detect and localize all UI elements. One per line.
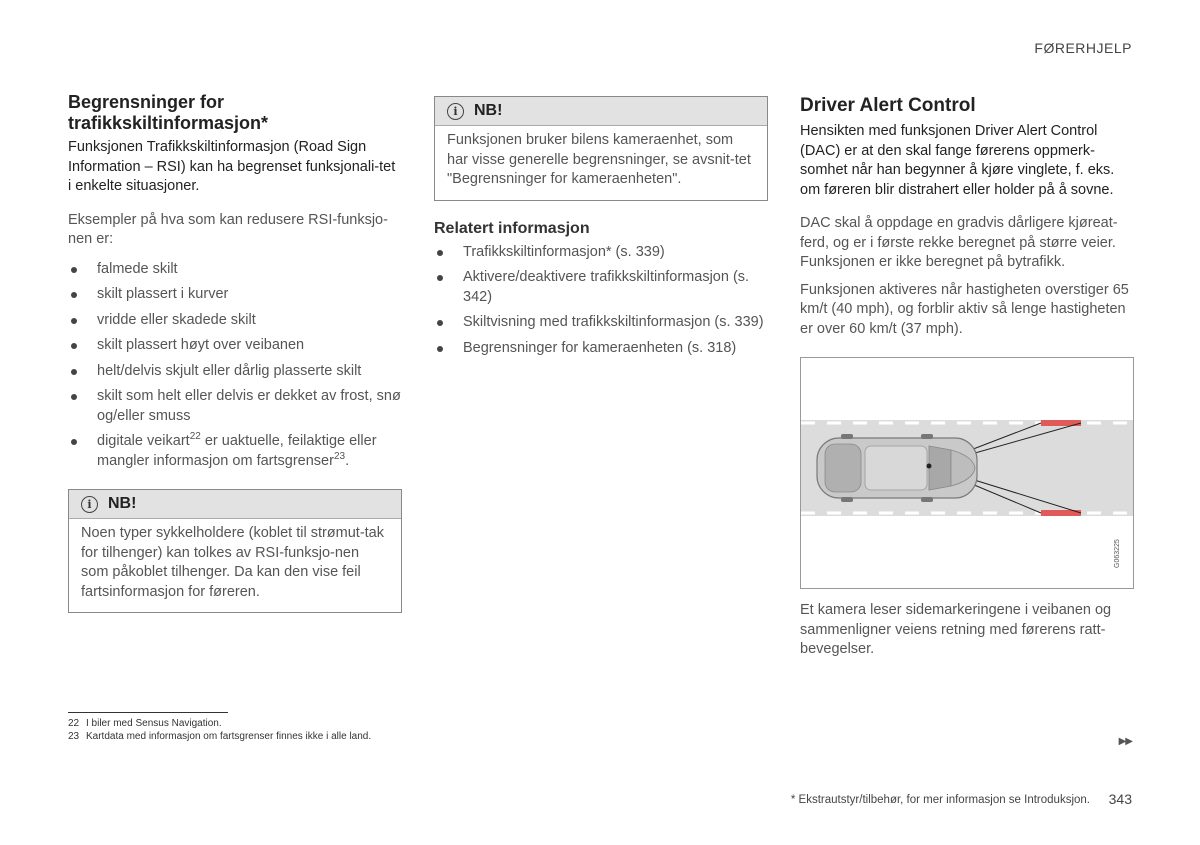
bullet-icon	[71, 292, 77, 298]
dac-illustration	[800, 357, 1134, 589]
accessory-footnote: * Ekstrautstyr/tilbehør, for mer informasjon se Introduksjon.	[790, 794, 1090, 806]
footnote-22: 22 I biler med Sensus Navigation.	[68, 718, 222, 729]
related-link[interactable]: Skiltvisning med trafikkskiltinformasjon (s. 339)	[434, 313, 768, 333]
right-column	[800, 92, 1134, 660]
bullet-icon	[71, 343, 77, 349]
nb-note-text: Noen typer sykkelholdere (koblet til strømut-tak for tilhenger) kan tolkes av RSI-funksjo-nen som påkoblet tilhenger. Da kan den vise feil fartsinformasjon for føreren.	[81, 525, 384, 600]
footnote-23: 23 Kartdata med informasjon om fartsgrenser finnes ikke i alle land.	[68, 731, 372, 742]
nb-note-box	[434, 96, 768, 201]
rsi-intro-text: Funksjonen Trafikkskiltinformasjon (Road Sign Information – RSI) kan ha begrenset funksjonali-tet i enkelte situasjoner.	[68, 139, 396, 194]
list-item: skilt plassert i kurver	[68, 285, 402, 305]
bullet-icon	[71, 394, 77, 400]
page-number: 343	[1108, 791, 1132, 807]
section-title-rsi-limitations: Begrensninger for trafikkskiltinformasjon*	[68, 92, 269, 133]
section-header: FØRERHJELP	[1034, 40, 1132, 56]
footnote-ref-22[interactable]: 22	[189, 431, 201, 443]
footnote-ref-23[interactable]: 23	[333, 450, 346, 462]
car-icon	[817, 434, 977, 502]
bullet-icon	[71, 318, 77, 324]
nb-note-box	[68, 489, 402, 613]
related-link[interactable]: Trafikkskiltinformasjon* (s. 339)	[434, 243, 768, 263]
list-item: falmede skilt	[68, 260, 402, 280]
bullet-icon	[437, 250, 443, 256]
related-link[interactable]: Aktivere/deaktivere trafikkskiltinformasjon (s. 342)	[434, 268, 768, 307]
footnotes	[68, 717, 371, 743]
footnote-divider	[68, 712, 228, 713]
dac-paragraph-2: Funksjonen aktiveres når hastigheten overstiger 65 km/t (40 mph), og forblir aktiv så lenge hastigheten er over 60 km/t (37 mph).	[800, 281, 1129, 337]
nb-label: NB!	[108, 495, 137, 512]
section-title-dac: Driver Alert Control	[800, 95, 976, 116]
nb-label: NB!	[474, 102, 503, 119]
left-column	[68, 92, 402, 613]
list-item: helt/delvis skjult eller dårlig plasserte skilt	[68, 362, 402, 382]
next-page-arrow-icon[interactable]: ▶▶	[1118, 736, 1132, 747]
examples-intro-text: Eksempler på hva som kan redusere RSI-funksjo-nen er:	[68, 211, 388, 247]
list-item: skilt som helt eller delvis er dekket av frost, snø og/eller smuss	[68, 387, 402, 426]
list-item: vridde eller skadede skilt	[68, 311, 402, 331]
figure-caption: Et kamera leser sidemarkeringene i veibanen og sammenligner veiens retning med førerens ratt-bevegelser.	[800, 602, 1112, 657]
related-links-list	[434, 243, 768, 359]
list-item: skilt plassert høyt over veibanen	[68, 336, 402, 356]
nb-note-header	[435, 97, 767, 126]
bullet-icon	[437, 275, 443, 281]
bullet-icon	[71, 267, 77, 273]
list-item: digitale veikart$^{22}$ er uaktuelle, feilaktige eller mangler informasjon om fartsgrenser$^{23}$.	[68, 432, 402, 471]
figure-code: G063225	[1114, 539, 1121, 568]
info-icon: i	[447, 103, 464, 120]
dac-intro-text: Hensikten med funksjonen Driver Alert Control (DAC) er at den skal fange førerens oppmerk-somhet når han begynner å kjøre vinglete, f. eks. om føreren blir distrahert eller holder på å sovne.	[800, 123, 1115, 198]
dac-paragraph-1: DAC skal å oppdage en gradvis dårligere kjøreat-ferd, og er i første rekke beregnet på større veier. Funksjonen er ikke beregnet på bytrafikk.	[800, 215, 1118, 270]
related-link[interactable]: Begrensninger for kameraenheten (s. 318)	[434, 339, 768, 359]
middle-column	[434, 96, 768, 364]
camera-icon	[927, 464, 932, 469]
info-icon: i	[81, 496, 98, 513]
road-car-illustration	[801, 358, 1134, 589]
limitation-list	[68, 260, 402, 472]
bullet-icon	[71, 439, 77, 445]
nb-note-header	[69, 490, 401, 519]
bullet-icon	[71, 369, 77, 375]
bullet-icon	[437, 346, 443, 352]
bullet-icon	[437, 320, 443, 326]
nb-note-text: Funksjonen bruker bilens kameraenhet, som har visse generelle begrensninger, se avsnit-tet "Begrensninger for kameraenheten".	[447, 132, 751, 187]
related-info-title: Relatert informasjon	[434, 219, 590, 237]
